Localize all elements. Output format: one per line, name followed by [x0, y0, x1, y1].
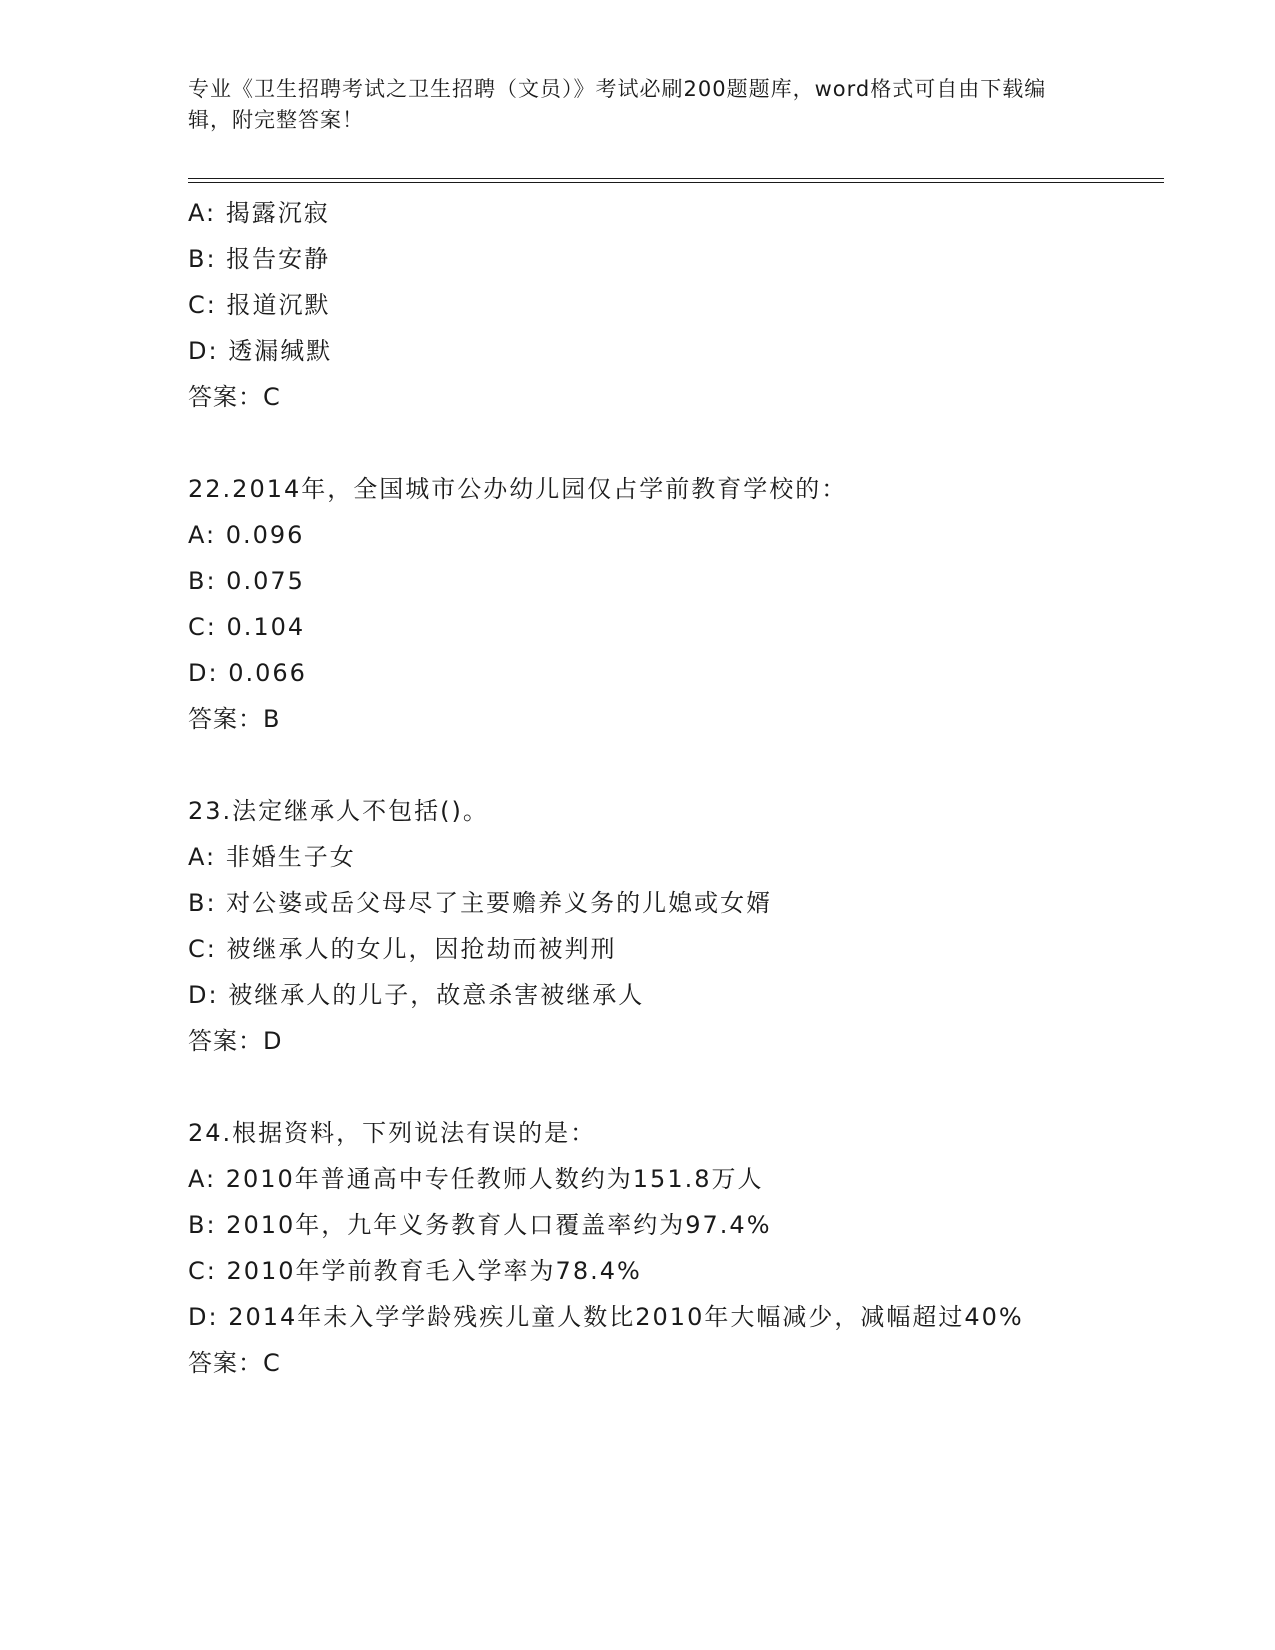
option-b: B: 报告安静: [188, 245, 331, 273]
option-d: D: 0.066: [188, 659, 307, 687]
spacer: [188, 742, 1088, 788]
option-a: A: 0.096: [188, 521, 305, 549]
option-d: D: 透漏缄默: [188, 337, 333, 365]
option-b: B: 对公婆或岳父母尽了主要赡养义务的儿媳或女婿: [188, 889, 773, 917]
question-stem: 22.2014年，全国城市公办幼儿园仅占学前教育学校的：: [188, 475, 848, 503]
option-d: D: 被继承人的儿子，故意杀害被继承人: [188, 981, 645, 1009]
answer-line: 答案：C: [188, 383, 281, 411]
question-block-23: [188, 788, 1088, 1064]
option-a: A: 揭露沉寂: [188, 199, 330, 227]
question-stem: 24.根据资料，下列说法有误的是：: [188, 1119, 597, 1147]
option-a: A: 非婚生子女: [188, 843, 356, 871]
option-c: C: 被继承人的女儿，因抢劫而被判刑: [188, 935, 617, 963]
question-block-22: [188, 466, 1088, 742]
question-block-21: [188, 190, 1088, 420]
header-divider: [188, 178, 1164, 183]
option-c: C: 报道沉默: [188, 291, 331, 319]
question-block-24: [188, 1110, 1088, 1386]
answer-line: 答案：D: [188, 1027, 283, 1055]
document-header: 专业《卫生招聘考试之卫生招聘（文员）》考试必刷200题题库，word格式可自由下载编辑，附完整答案！: [188, 77, 1047, 132]
option-b: B: 0.075: [188, 567, 305, 595]
question-stem: 23.法定继承人不包括()。: [188, 797, 489, 825]
option-d: D: 2014年未入学学龄残疾儿童人数比2010年大幅减少，减幅超过40%: [188, 1303, 1024, 1331]
spacer: [188, 420, 1088, 466]
option-b: B: 2010年，九年义务教育人口覆盖率约为97.4%: [188, 1211, 772, 1239]
question-list: [188, 190, 1088, 1386]
option-c: C: 2010年学前教育毛入学率为78.4%: [188, 1257, 642, 1285]
option-a: A: 2010年普通高中专任教师人数约为151.8万人: [188, 1165, 764, 1193]
answer-line: 答案：C: [188, 1349, 281, 1377]
answer-line: 答案：B: [188, 705, 281, 733]
option-c: C: 0.104: [188, 613, 306, 641]
spacer: [188, 1064, 1088, 1110]
